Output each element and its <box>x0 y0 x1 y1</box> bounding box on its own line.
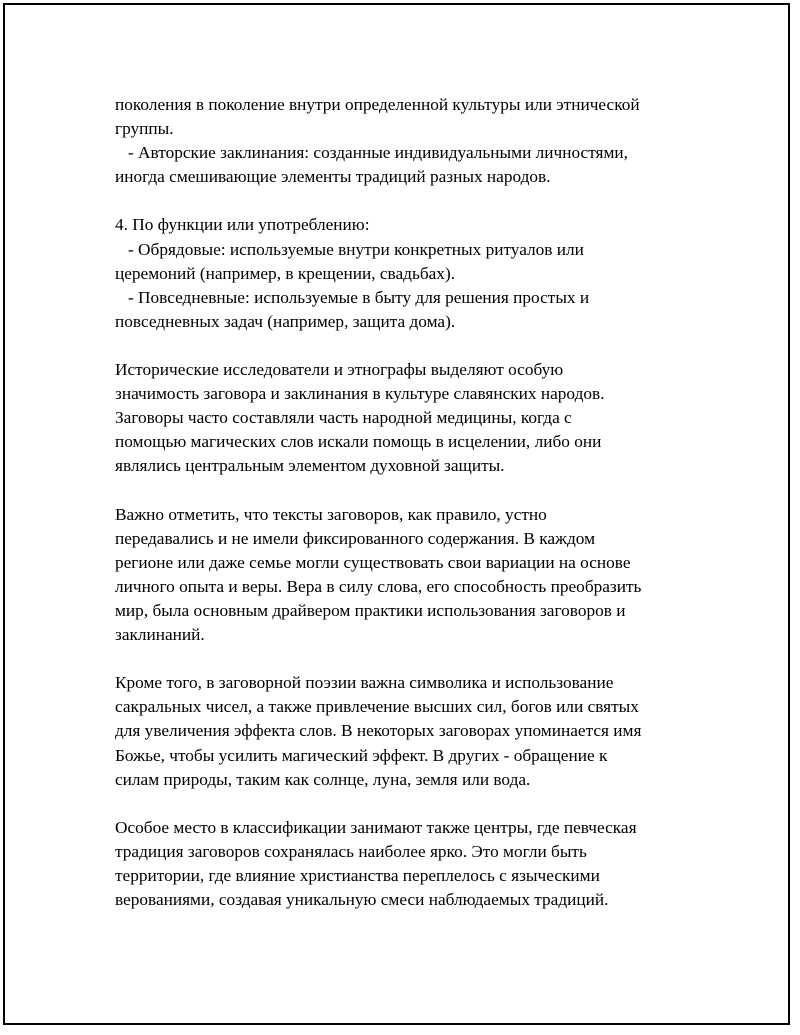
text-line: мир, была основным драйвером практики использования заговоров и <box>115 600 626 620</box>
text-line: группы. <box>115 119 174 139</box>
paragraph-gap <box>115 792 715 816</box>
text-line: регионе или даже семье могли существовать свои вариации на основе <box>115 552 631 572</box>
text-line: Особое место в классификации занимают также центры, где певческая <box>115 817 637 837</box>
text-line: церемоний (например, в крещении, свадьбах). <box>115 263 456 283</box>
text-line: - Авторские заклинания: созданные индивидуальными личностями, <box>115 143 628 163</box>
text-line: повседневных задач (например, защита дома). <box>115 311 456 331</box>
text-line: Важно отметить, что тексты заговоров, как правило, устно <box>115 504 547 524</box>
text-line: территории, где влияние христианства переплелось с языческими <box>115 866 600 885</box>
text-line: помощью магических слов искали помощь в исцелении, либо они <box>115 432 602 452</box>
text-line: передавались и не имели фиксированного содержания. В каждом <box>115 528 596 548</box>
text-line: Божье, чтобы усилить магический эффект. В других - обращение к <box>115 745 608 765</box>
paragraph-gap <box>115 334 715 358</box>
paragraph-gap <box>115 647 715 671</box>
text-line: поколения в поколение внутри определенной культуры или этнической <box>115 95 640 114</box>
text-line: Исторические исследователи и этнографы выделяют особую <box>115 360 564 380</box>
text-line: сакральных чисел, а также привлечение высших сил, богов или святых <box>115 697 639 717</box>
text-line: Кроме того, в заговорной поэзии важна символика и использование <box>115 673 614 693</box>
text-line: значимость заговора и заклинания в культуре славянских народов. <box>115 384 605 404</box>
text-line: заклинаний. <box>115 625 205 645</box>
text-line: для увеличения эффекта слов. В некоторых заговорах упоминается имя <box>115 721 642 741</box>
text-line: - Обрядовые: используемые внутри конкретных ритуалов или <box>115 239 584 259</box>
text-line: являлись центральным элементом духовной защиты. <box>115 456 505 476</box>
text-line: иногда смешивающие элементы традиций разных народов. <box>115 167 551 187</box>
paragraph-gap <box>115 189 715 213</box>
text-line: 4. По функции или употреблению: <box>115 215 370 235</box>
text-line: Заговоры часто составляли часть народной медицины, когда с <box>115 408 572 428</box>
text-line: личного опыта и веры. Вера в силу слова, его способность преобразить <box>115 576 642 596</box>
text-line: силам природы, таким как солнце, луна, земля или вода. <box>115 769 531 789</box>
paragraph-gap <box>115 479 715 503</box>
document-body <box>115 93 715 912</box>
text-line: верованиями, создавая уникальную смеси наблюдаемых традиций. <box>115 890 609 910</box>
text-line: - Повседневные: используемые в быту для решения простых и <box>115 287 590 307</box>
text-line: традиция заговоров сохранялась наиболее ярко. Это могли быть <box>115 841 587 861</box>
